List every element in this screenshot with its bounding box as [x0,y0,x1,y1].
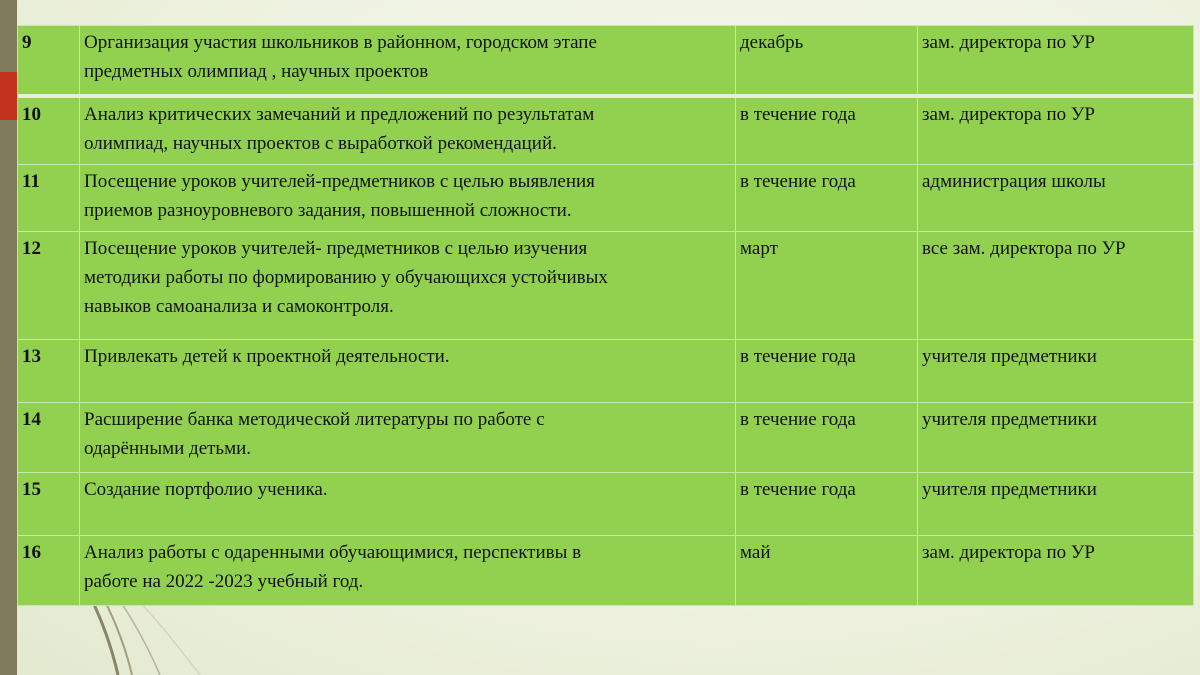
row-number: 15 [18,472,80,535]
row-number: 12 [18,231,80,339]
row-term: в течение года [736,164,918,231]
row-term: март [736,231,918,339]
row-responsible: все зам. директора по УР [918,231,1194,339]
row-responsible: зам. директора по УР [918,535,1194,605]
row-task: Анализ работы с одаренными обучающимися, перспективы в работе на 2022 -2023 учебный год. [80,535,736,605]
row-task: Посещение уроков учителей-предметников с целью выявления приемов разноуровневого задания, повышенной сложности. [80,164,736,231]
row-responsible: зам. директора по УР [918,26,1194,96]
row-term: в течение года [736,472,918,535]
table-row [18,26,1194,96]
row-term: в течение года [736,96,918,165]
table-row [18,164,1194,231]
row-responsible: учителя предметники [918,339,1194,402]
table-row [18,535,1194,605]
row-number: 11 [18,164,80,231]
row-number: 10 [18,96,80,165]
row-task: Создание портфолио ученика. [80,472,736,535]
row-task: Привлекать детей к проектной деятельности. [80,339,736,402]
row-number: 9 [18,26,80,96]
row-term: май [736,535,918,605]
row-term: декабрь [736,26,918,96]
left-red-accent [0,72,17,120]
row-number: 16 [18,535,80,605]
row-number: 14 [18,402,80,472]
row-term: в течение года [736,402,918,472]
table-row [18,339,1194,402]
table-row [18,402,1194,472]
row-task: Расширение банка методической литературы по работе с одарёнными детьми. [80,402,736,472]
row-responsible: зам. директора по УР [918,96,1194,165]
row-task: Организация участия школьников в районном, городском этапе предметных олимпиад , научных проектов [80,26,736,96]
row-number: 13 [18,339,80,402]
row-task: Посещение уроков учителей- предметников с целью изучения методики работы по формированию у обучающихся устойчивых навыков самоанализа и самоконтроля. [80,231,736,339]
table-row [18,96,1194,165]
plan-table [17,25,1194,606]
row-task: Анализ критических замечаний и предложений по результатам олимпиад, научных проектов с выработкой рекомендаций. [80,96,736,165]
row-term: в течение года [736,339,918,402]
table-row [18,472,1194,535]
row-responsible: учителя предметники [918,472,1194,535]
row-responsible: учителя предметники [918,402,1194,472]
table-row [18,231,1194,339]
row-responsible: администрация школы [918,164,1194,231]
